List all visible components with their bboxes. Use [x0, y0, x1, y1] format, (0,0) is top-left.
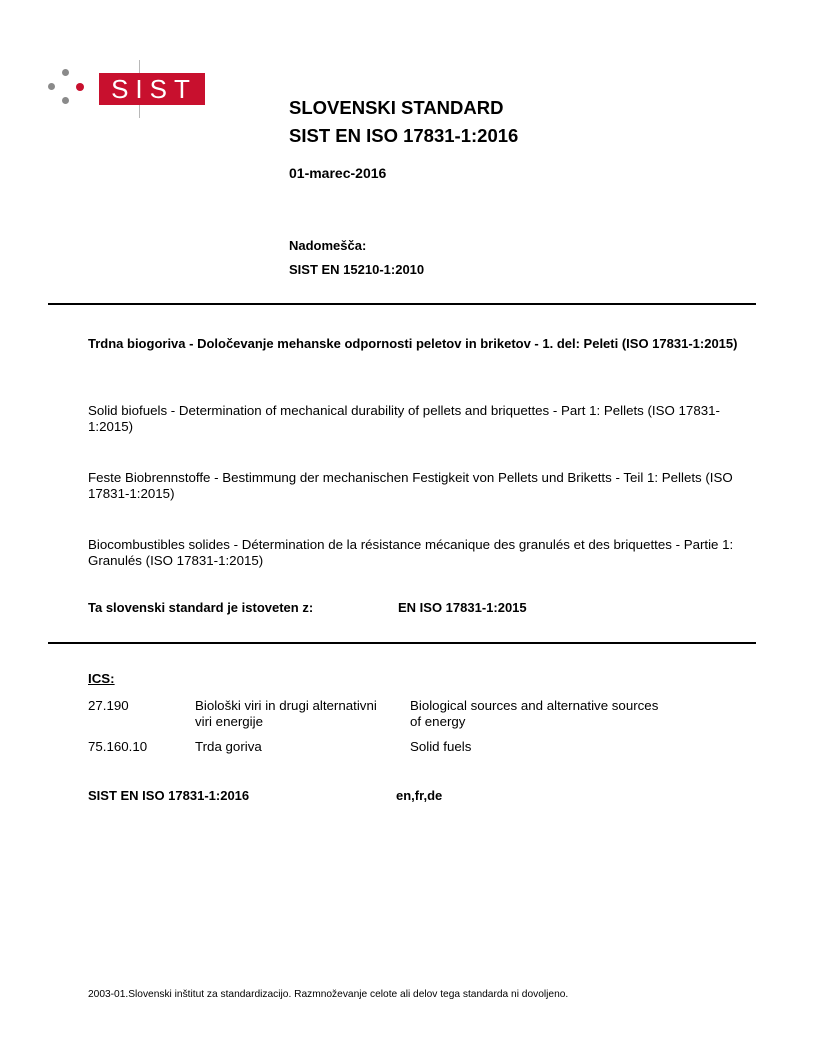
standard-code: SIST EN ISO 17831-1:2016 [289, 125, 519, 146]
copyright-footer: 2003-01.Slovenski inštitut za standardizacijo. Razmnoževanje celote ali delov tega standarda ni dovoljeno. [88, 989, 569, 1000]
ics-description-en: Solid fuels [410, 739, 472, 754]
divider-top [48, 303, 756, 305]
publication-date: 01-marec-2016 [289, 165, 387, 181]
title-french: Biocombustibles solides - Détermination de la résistance mécanique des granulés et des briquettes - Partie 1: Granulés (ISO 17831-1:2015) [88, 537, 734, 568]
logo-dot-icon [48, 83, 55, 90]
logo-dot-icon [62, 69, 69, 76]
ics-description-en: Biological sources and alternative sources of energy [410, 698, 659, 729]
identical-label: Ta slovenski standard je istoveten z: [88, 600, 314, 615]
divider-bottom [48, 642, 756, 644]
ics-label: ICS: [88, 671, 115, 686]
logo-dot-red-icon [76, 83, 84, 91]
logo-text: SIST [99, 73, 205, 105]
ics-code: 75.160.10 [88, 739, 148, 754]
logo-dot-icon [62, 97, 69, 104]
summary-languages: en,fr,de [396, 788, 443, 803]
summary-code: SIST EN ISO 17831-1:2016 [88, 788, 250, 803]
title-english: Solid biofuels - Determination of mechanical durability of pellets and briquettes - Part 1: Pellets (ISO 17831-1:2015) [88, 403, 720, 434]
identical-value: EN ISO 17831-1:2015 [398, 600, 527, 615]
ics-description-sl: Trda goriva [195, 739, 262, 754]
ics-description-sl: Biološki viri in drugi alternativni viri energije [195, 698, 377, 729]
title-german: Feste Biobrennstoffe - Bestimmung der mechanischen Festigkeit von Pellets und Briketts - Teil 1: Pellets (ISO 17831-1:2015) [88, 470, 733, 501]
replaces-code: SIST EN 15210-1:2010 [289, 262, 425, 277]
replaces-label: Nadomešča: [289, 238, 367, 253]
title-slovenian: Trdna biogoriva - Določevanje mehanske odpornosti peletov in briketov - 1. del: Peleti (ISO 17831-1:2015) [88, 336, 738, 351]
standard-type: SLOVENSKI STANDARD [289, 97, 504, 118]
ics-code: 27.190 [88, 698, 129, 713]
